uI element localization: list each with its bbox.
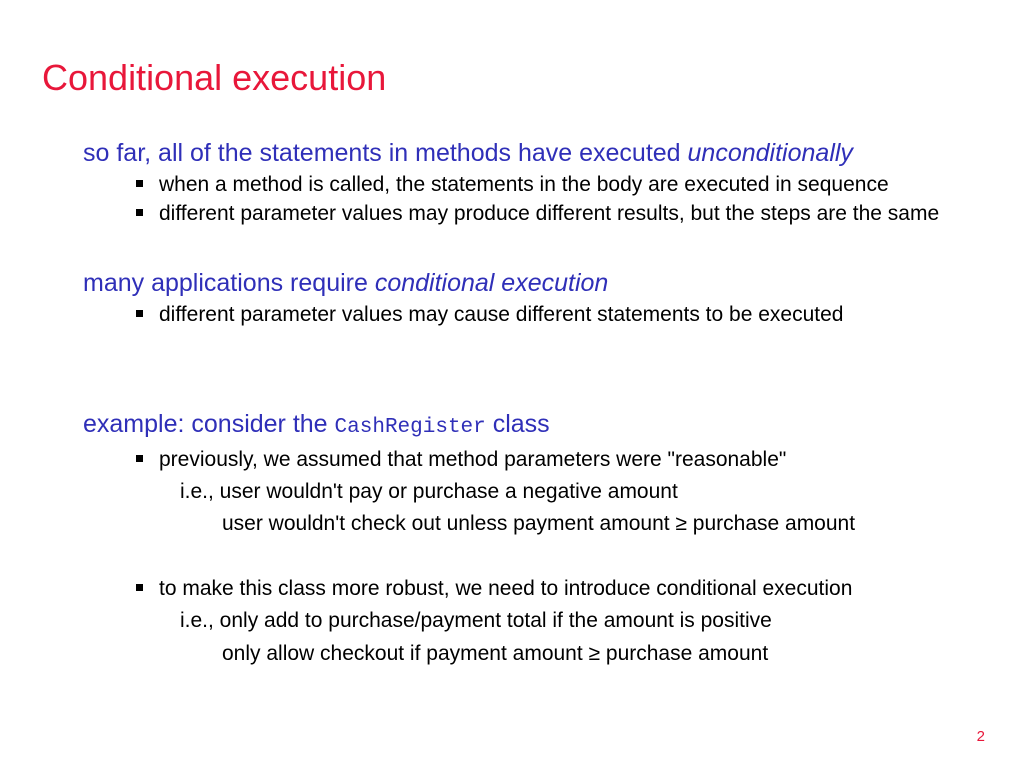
heading-conditional [83, 268, 608, 298]
bullet-item [136, 302, 843, 328]
heading-text: many applications require [83, 269, 375, 297]
square-bullet-icon [136, 584, 143, 591]
square-bullet-icon [136, 310, 143, 317]
bullet-text: to make this class more robust, we need to introduce conditional execution [159, 577, 853, 600]
bullet-text: different parameter values may produce different results, but the steps are the same [159, 202, 940, 225]
bullet-item [136, 447, 786, 473]
heading-emphasis: unconditionally [687, 139, 853, 167]
heading-emphasis: conditional execution [374, 269, 609, 297]
bullet-item [136, 201, 939, 227]
square-bullet-icon [136, 180, 143, 187]
sub-line: i.e., only add to purchase/payment total if the amount is positive [180, 609, 772, 632]
heading-text: so far, all of the statements in methods have executed [83, 139, 688, 167]
sub-line: i.e., user wouldn't pay or purchase a negative amount [180, 480, 678, 503]
heading-text: class [485, 410, 550, 438]
bullet-item [136, 576, 852, 602]
square-bullet-icon [136, 209, 143, 216]
heading-unconditional [83, 138, 853, 168]
sub-line: only allow checkout if payment amount ≥ purchase amount [222, 642, 769, 665]
page-number: 2 [976, 728, 985, 745]
heading-text: example: consider the [83, 410, 335, 438]
heading-example [83, 409, 550, 443]
bullet-text: different parameter values may cause different statements to be executed [159, 303, 844, 326]
bullet-text: previously, we assumed that method parameters were "reasonable" [159, 448, 787, 471]
bullet-item [136, 172, 889, 198]
bullet-text: when a method is called, the statements in the body are executed in sequence [159, 173, 889, 196]
square-bullet-icon [136, 455, 143, 462]
slide-title: Conditional execution [42, 57, 387, 98]
sub-line: user wouldn't check out unless payment amount ≥ purchase amount [222, 512, 856, 535]
heading-code: CashRegister [334, 416, 486, 439]
